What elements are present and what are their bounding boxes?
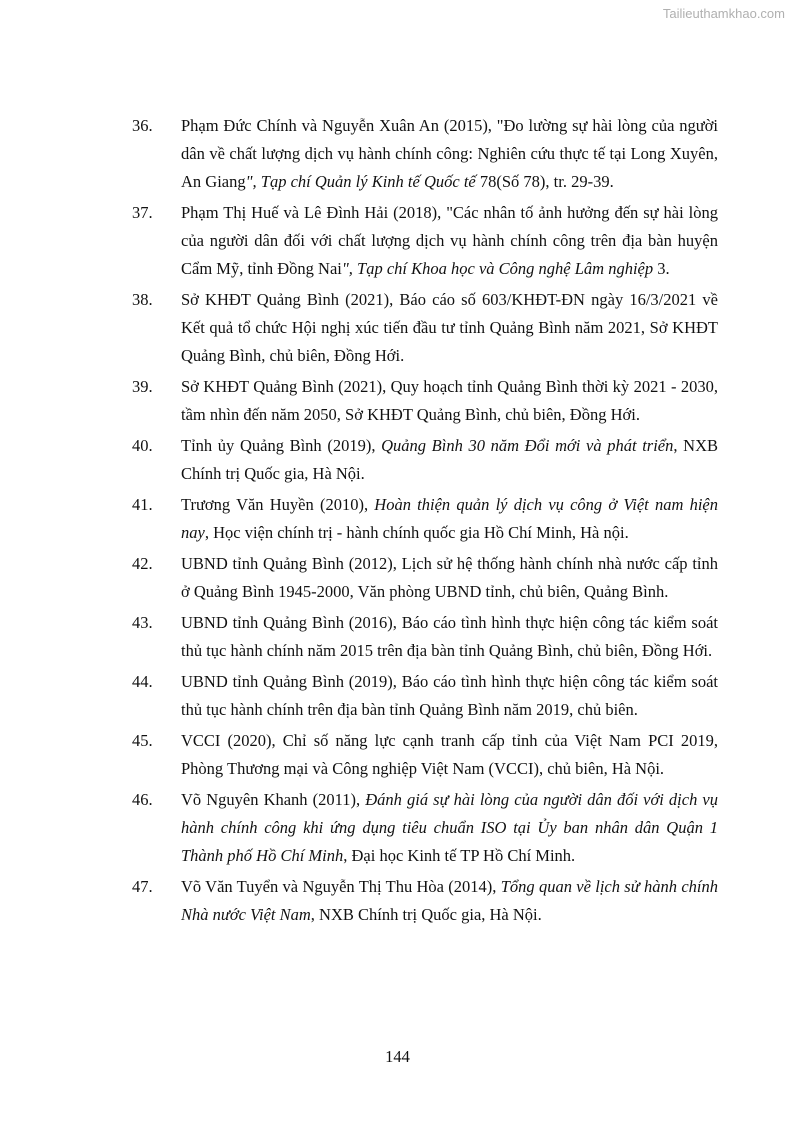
- reference-number: 36.: [132, 116, 153, 135]
- reference-number: 45.: [132, 731, 153, 750]
- reference-number: 41.: [132, 495, 153, 514]
- page-number: 144: [385, 1047, 410, 1066]
- reference-text: [181, 112, 718, 196]
- reference-text: [181, 668, 718, 724]
- reference-text: [181, 786, 718, 870]
- reference-item: [0, 609, 795, 665]
- reference-text: [181, 199, 718, 283]
- reference-segment: , NXB Chính trị Quốc gia, Hà Nội.: [310, 905, 542, 924]
- reference-segment: Võ Nguyên Khanh (2011),: [181, 790, 366, 809]
- reference-item: [0, 786, 795, 870]
- reference-segment-italic: Tổng quan về lịch sử hành chính Nhà nước Việt Nam: [181, 877, 718, 924]
- reference-segment: Trương Văn Huyền (2010),: [181, 495, 375, 514]
- reference-segment: UBND tỉnh Quảng Bình (2012), Lịch sử hệ thống hành chính nhà nước cấp tỉnh ở Quảng Bình 1945-2000, Văn phòng UBND tỉnh, chủ biên, Quảng Bình.: [181, 554, 718, 601]
- reference-number: 42.: [132, 554, 153, 573]
- reference-segment: Phạm Thị Huế và Lê Đình Hải (2018), "Các nhân tố ảnh hưởng đến sự hài lòng của người dân đối với chất lượng dịch vụ hành chính công trên địa bàn huyện Cẩm Mỹ, tỉnh Đồng Nai: [181, 203, 718, 278]
- watermark-text: Tailieuthamkhao.com: [662, 6, 785, 21]
- reference-segment: VCCI (2020), Chỉ số năng lực cạnh tranh cấp tỉnh của Việt Nam PCI 2019, Phòng Thương mại và Công nghiệp Việt Nam (VCCI), chủ biên, Hà Nội.: [181, 731, 718, 778]
- reference-item: [0, 491, 795, 547]
- reference-segment-italic: ", Tạp chí Khoa học và Công nghệ Lâm nghiệp: [341, 259, 654, 278]
- reference-text: [181, 286, 718, 370]
- reference-number: 46.: [132, 790, 153, 809]
- reference-item: [0, 112, 795, 196]
- reference-segment: , Học viện chính trị - hành chính quốc gia Hồ Chí Minh, Hà nội.: [204, 523, 629, 542]
- reference-segment: , Đại học Kinh tế TP Hồ Chí Minh.: [343, 846, 576, 865]
- reference-number: 38.: [132, 290, 153, 309]
- reference-segment: 78(Số 78), tr. 29-39.: [475, 172, 614, 191]
- reference-item: [0, 199, 795, 283]
- reference-segment: Phạm Đức Chính và Nguyễn Xuân An (2015), "Đo lường sự hài lòng của người dân về chất lượng dịch vụ hành chính công: Nghiên cứu thực tế tại Long Xuyên, An Giang: [181, 116, 718, 191]
- reference-item: [0, 286, 795, 370]
- reference-segment: UBND tỉnh Quảng Bình (2019), Báo cáo tình hình thực hiện công tác kiểm soát thủ tục hành chính trên địa bàn tỉnh Quảng Bình năm 2019, chủ biên.: [181, 672, 718, 719]
- reference-number: 47.: [132, 877, 153, 896]
- reference-segment-italic: Quảng Bình 30 năm Đổi mới và phát triển: [381, 436, 674, 455]
- reference-segment-italic: ", Tạp chí Quản lý Kinh tế Quốc tế: [245, 172, 476, 191]
- reference-text: [181, 873, 718, 929]
- reference-number: 43.: [132, 613, 153, 632]
- reference-text: [181, 609, 718, 665]
- reference-item: [0, 373, 795, 429]
- reference-segment-italic: Hoàn thiện quản lý dịch vụ công ở Việt nam hiện nay: [181, 495, 718, 542]
- reference-number: 40.: [132, 436, 153, 455]
- reference-item: [0, 432, 795, 488]
- reference-text: [181, 550, 718, 606]
- reference-number: 37.: [132, 203, 153, 222]
- reference-segment-italic: Đánh giá sự hài lòng của người dân đối với dịch vụ hành chính công khi ứng dụng tiêu chuẩn ISO tại Ủy ban nhân dân Quận 1 Thành phố Hồ Chí Minh: [181, 790, 718, 865]
- reference-segment: Võ Văn Tuyển và Nguyễn Thị Thu Hòa (2014),: [181, 877, 501, 896]
- reference-segment: , NXB Chính trị Quốc gia, Hà Nội.: [181, 436, 718, 483]
- reference-segment: Tỉnh ủy Quảng Bình (2019),: [181, 436, 382, 455]
- reference-text: [181, 491, 718, 547]
- reference-segment: 3.: [653, 259, 670, 278]
- reference-segment: UBND tỉnh Quảng Bình (2016), Báo cáo tình hình thực hiện công tác kiểm soát thủ tục hành chính năm 2015 trên địa bàn tỉnh Quảng Bình, chủ biên, Đồng Hới.: [181, 613, 718, 660]
- reference-item: [0, 873, 795, 929]
- reference-text: [181, 727, 718, 783]
- reference-segment: Sở KHĐT Quảng Bình (2021), Quy hoạch tỉnh Quảng Bình thời kỳ 2021 - 2030, tầm nhìn đến năm 2050, Sở KHĐT Quảng Bình, chủ biên, Đồng Hới.: [181, 377, 718, 424]
- reference-text: [181, 373, 718, 429]
- reference-list: [0, 112, 795, 932]
- reference-number: 44.: [132, 672, 153, 691]
- reference-item: [0, 727, 795, 783]
- reference-text: [181, 432, 718, 488]
- reference-number: 39.: [132, 377, 153, 396]
- reference-item: [0, 668, 795, 724]
- reference-segment: Sở KHĐT Quảng Bình (2021), Báo cáo số 603/KHĐT-ĐN ngày 16/3/2021 về Kết quả tổ chức Hội nghị xúc tiến đầu tư tỉnh Quảng Bình năm 2021, Sở KHĐT Quảng Bình, chủ biên, Đồng Hới.: [181, 290, 718, 365]
- reference-item: [0, 550, 795, 606]
